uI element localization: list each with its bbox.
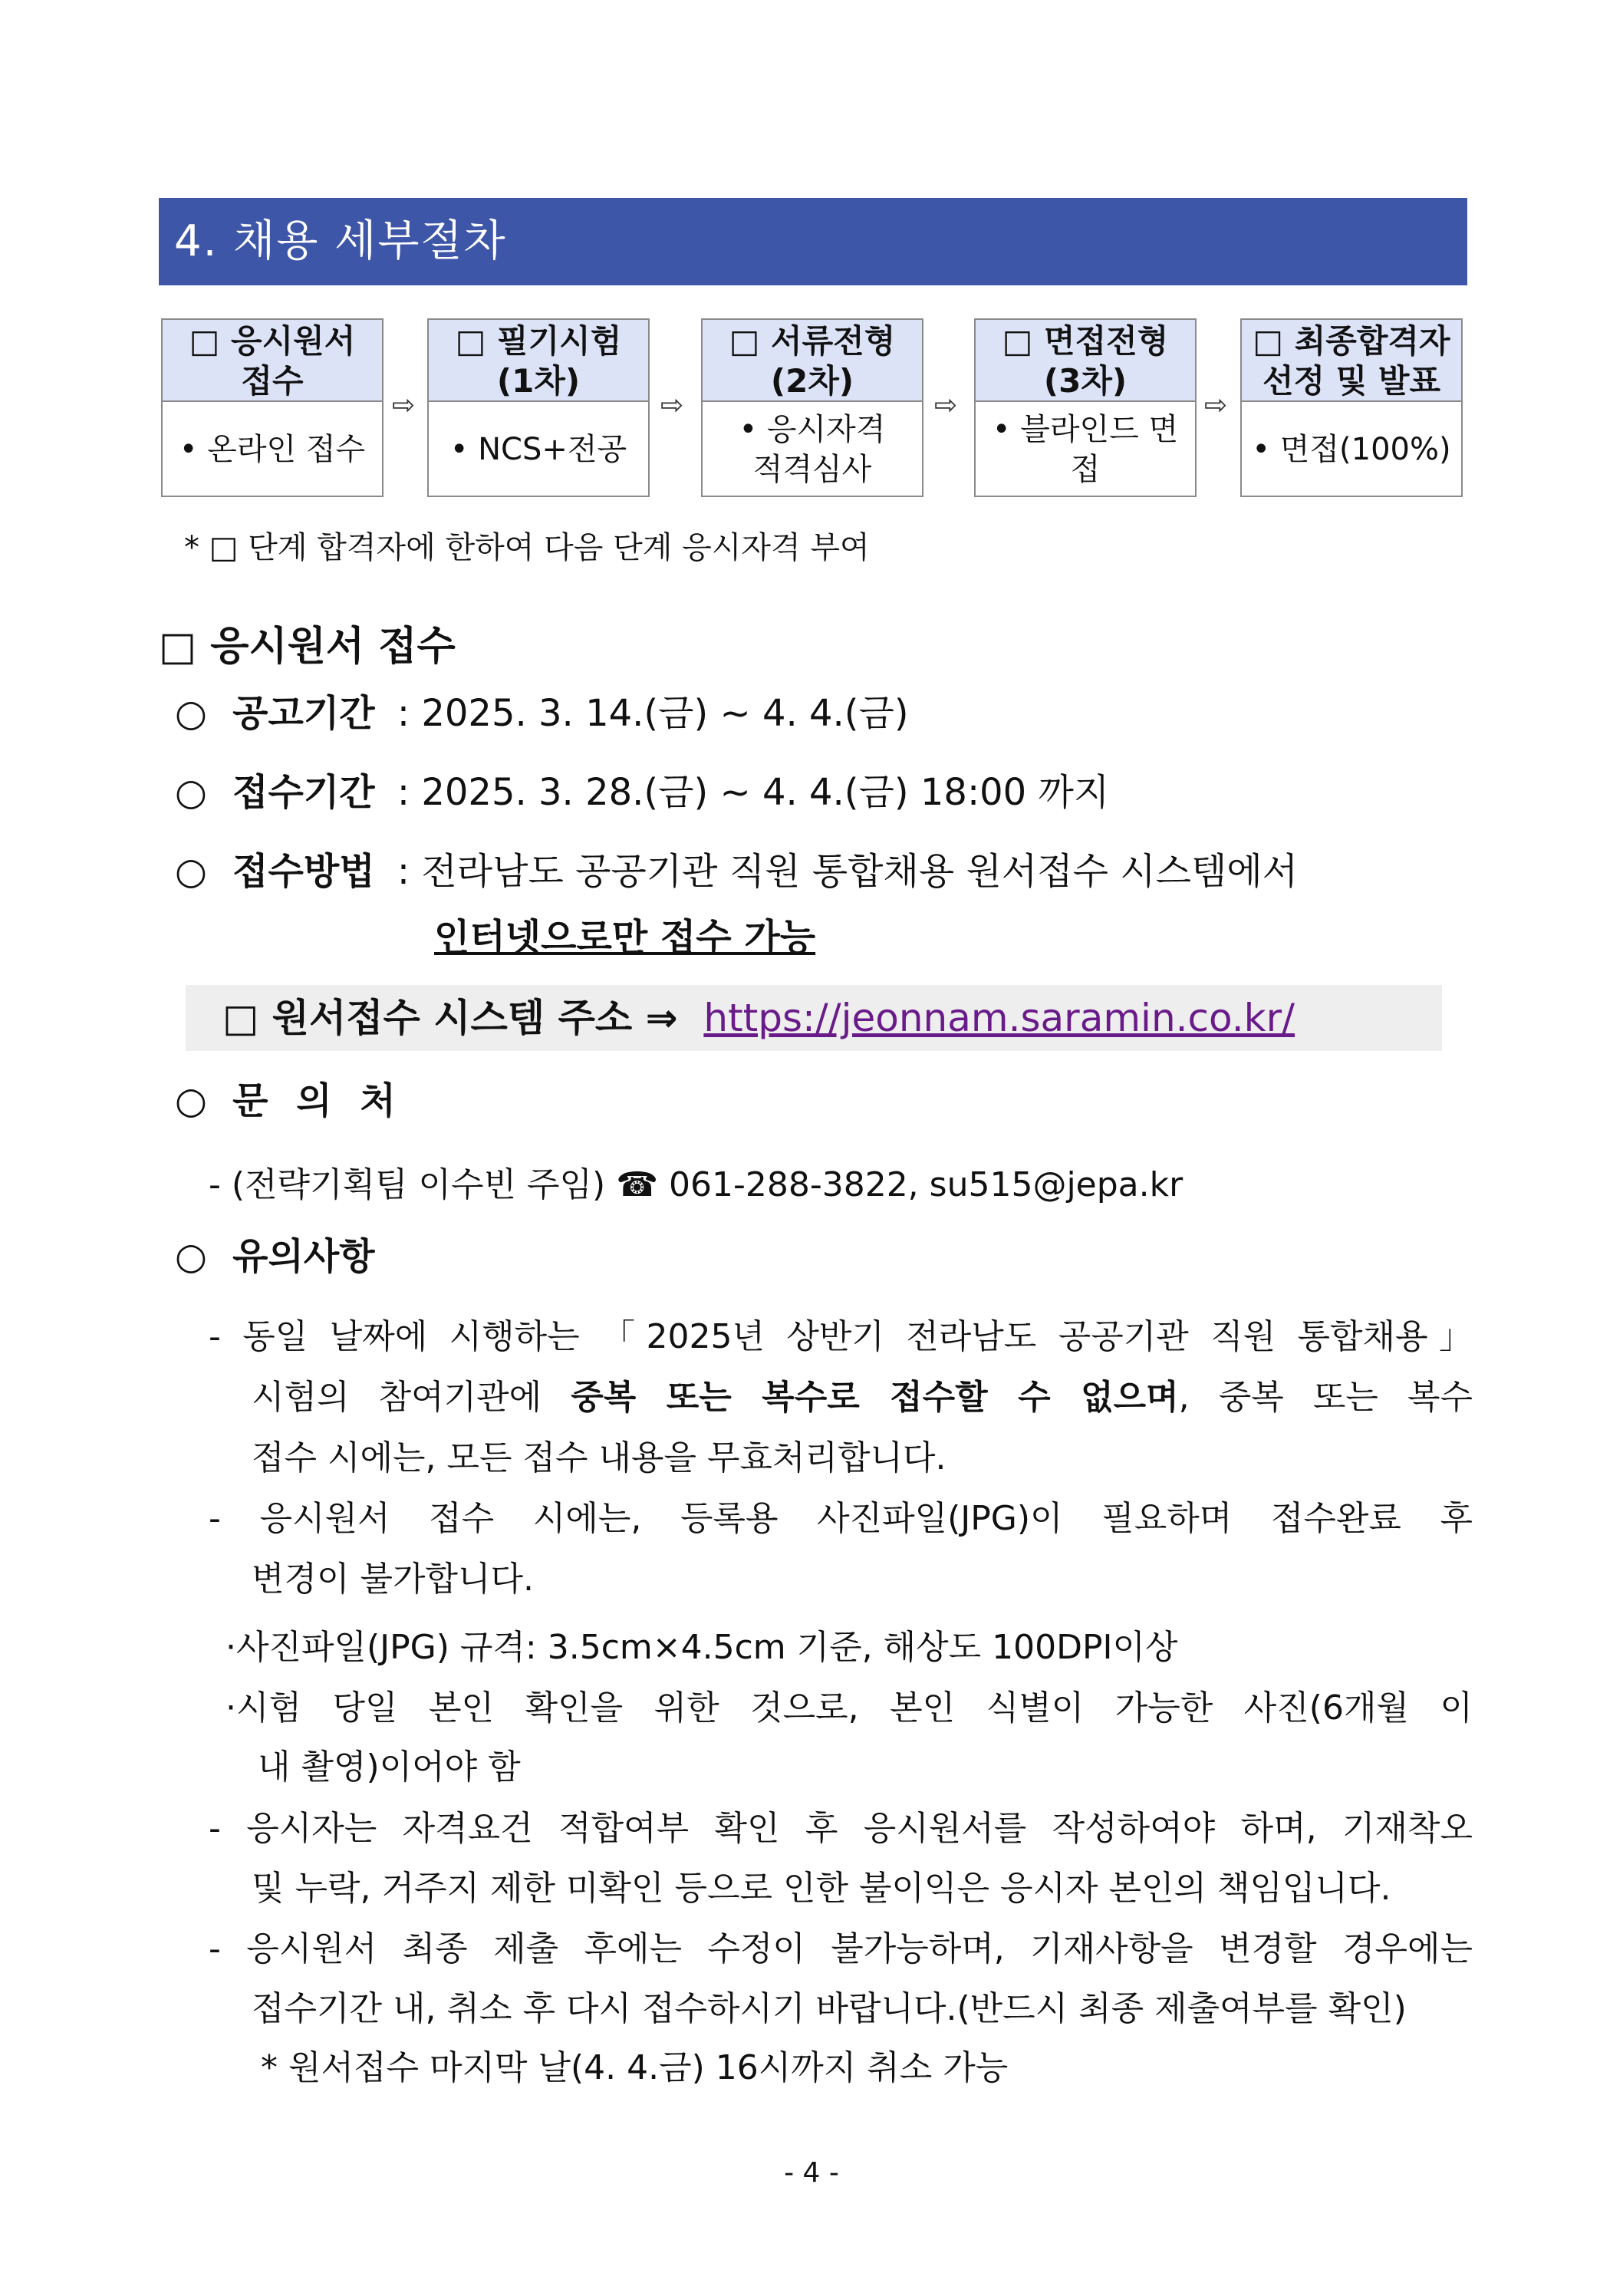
contact-heading-row xyxy=(175,1078,403,1124)
arrow-icon: ⇨ xyxy=(1204,390,1228,421)
bullet-icon: ○ xyxy=(175,1079,207,1122)
step-title: □ 면접전형 xyxy=(1002,322,1169,360)
bullet-icon: ○ xyxy=(175,771,207,814)
step-subtitle: (3차) xyxy=(1043,362,1128,400)
step-subtitle: (1차) xyxy=(496,362,581,400)
bullet-icon: ○ xyxy=(175,850,207,893)
caution-4-line-1: - 응시원서 최종 제출 후에는 수정이 불가능하며, 기재사항을 변경할 경우에는 xyxy=(209,1929,1473,1968)
contact-label: 문 의 처 xyxy=(232,1079,403,1122)
step-subtitle: 접수 xyxy=(241,362,304,400)
caution-4-line-2: 접수기간 내, 취소 후 다시 접수하시기 바랍니다.(반드시 최종 제출여부를 확인) xyxy=(252,1989,1407,2028)
step-written-exam xyxy=(427,318,650,497)
arrow-icon: ⇨ xyxy=(392,390,416,421)
notice-period-value: : 2025. 3. 14.(금) ~ 4. 4.(금) xyxy=(397,692,909,735)
step-detail: • 면접(100%) xyxy=(1252,432,1451,467)
cancel-note: * 원서접수 마지막 날(4. 4.금) 16시까지 취소 가능 xyxy=(261,2048,1009,2087)
caution-1-line-2 xyxy=(252,1368,1473,1428)
photo-spec: ·사진파일(JPG) 규격: 3.5cm×4.5cm 기준, 해상도 100DPI이상 xyxy=(226,1628,1178,1667)
system-address-label: □ 원서접수 시스템 주소 ⇒ xyxy=(222,996,678,1040)
reception-method-row xyxy=(175,848,1298,894)
caution-1-line-3: 접수 시에는, 모든 접수 내용을 무효처리합니다. xyxy=(252,1438,946,1477)
notice-period-row xyxy=(175,690,909,736)
caution-label: 유의사항 xyxy=(232,1235,375,1278)
caution-1-line-1: - 동일 날짜에 시행하는 「2025년 상반기 전라남도 공공기관 직원 통합채용」 xyxy=(209,1317,1473,1356)
page-number: - 4 - xyxy=(784,2157,839,2189)
caution-3-line-2: 및 누락, 거주지 제한 미확인 등으로 인한 불이익은 응시자 본인의 책임입니다. xyxy=(252,1869,1391,1908)
arrow-icon: ⇨ xyxy=(934,390,958,421)
reception-method-value: : 전라남도 공공기관 직원 통합채용 원서접수 시스템에서 xyxy=(397,850,1299,893)
reception-period-value: : 2025. 3. 28.(금) ~ 4. 4.(금) 18:00 까지 xyxy=(397,771,1110,814)
step-title: □ 서류전형 xyxy=(729,322,896,360)
caution-2-line-2: 변경이 불가합니다. xyxy=(252,1560,535,1599)
step-application xyxy=(161,318,384,497)
reception-period-label: 접수기간 xyxy=(232,771,375,814)
step-final-selection xyxy=(1240,318,1463,497)
step-title: □ 응시원서 xyxy=(189,322,356,360)
caution-1-text: 시험의 참여기관에 xyxy=(252,1378,571,1417)
step-subtitle: 선정 및 발표 xyxy=(1262,362,1441,400)
caution-3-line-1: - 응시자는 자격요건 적합여부 확인 후 응시원서를 작성하여야 하며, 기재착오 xyxy=(209,1809,1473,1848)
reception-heading: □ 응시원서 접수 xyxy=(159,624,456,670)
system-url-link[interactable]: https://jeonnam.saramin.co.kr/ xyxy=(703,996,1295,1040)
system-address-box xyxy=(186,985,1442,1051)
caution-heading-row xyxy=(175,1234,375,1280)
step-subtitle: (2차) xyxy=(770,362,854,400)
step-detail-2: 적격심사 xyxy=(752,452,872,487)
caution-1-emphasis: 중복 또는 복수로 접수할 수 없으며 xyxy=(571,1378,1179,1417)
step-detail: • 블라인드 면접 xyxy=(992,412,1179,487)
contact-info: - (전략기획팀 이수빈 주임) ☎ 061-288-3822, su515@jepa.kr xyxy=(209,1165,1184,1204)
step-interview xyxy=(974,318,1197,497)
step-document-screening xyxy=(701,318,923,497)
stage-note: * □ 단계 합격자에 한하여 다음 단계 응시자격 부여 xyxy=(184,530,870,565)
step-detail: • 온라인 접수 xyxy=(179,432,366,467)
caution-2-line-1: - 응시원서 접수 시에는, 등록용 사진파일(JPG)이 필요하며 접수완료 후 xyxy=(209,1499,1473,1538)
photo-requirement-line-1: ·시험 당일 본인 확인을 위한 것으로, 본인 식별이 가능한 사진(6개월 이 xyxy=(226,1688,1473,1728)
step-detail: • NCS+전공 xyxy=(449,432,627,467)
photo-requirement-line-2: 내 촬영)이어야 함 xyxy=(258,1748,521,1787)
step-detail: • 응시자격 xyxy=(739,412,886,447)
arrow-icon: ⇨ xyxy=(660,390,684,421)
step-title: □ 최종합격자 xyxy=(1253,322,1450,360)
reception-method-label: 접수방법 xyxy=(232,850,375,893)
bullet-icon: ○ xyxy=(175,692,207,735)
caution-1-text-end: , 중복 또는 복수 xyxy=(1178,1378,1473,1417)
reception-method-emphasis: 인터넷으로만 접수 가능 xyxy=(434,916,816,959)
step-title: □ 필기시험 xyxy=(455,322,622,360)
reception-period-row xyxy=(175,769,1109,815)
section-title: 4. 채용 세부절차 xyxy=(159,198,1467,285)
bullet-icon: ○ xyxy=(175,1235,207,1278)
notice-period-label: 공고기간 xyxy=(232,692,375,735)
